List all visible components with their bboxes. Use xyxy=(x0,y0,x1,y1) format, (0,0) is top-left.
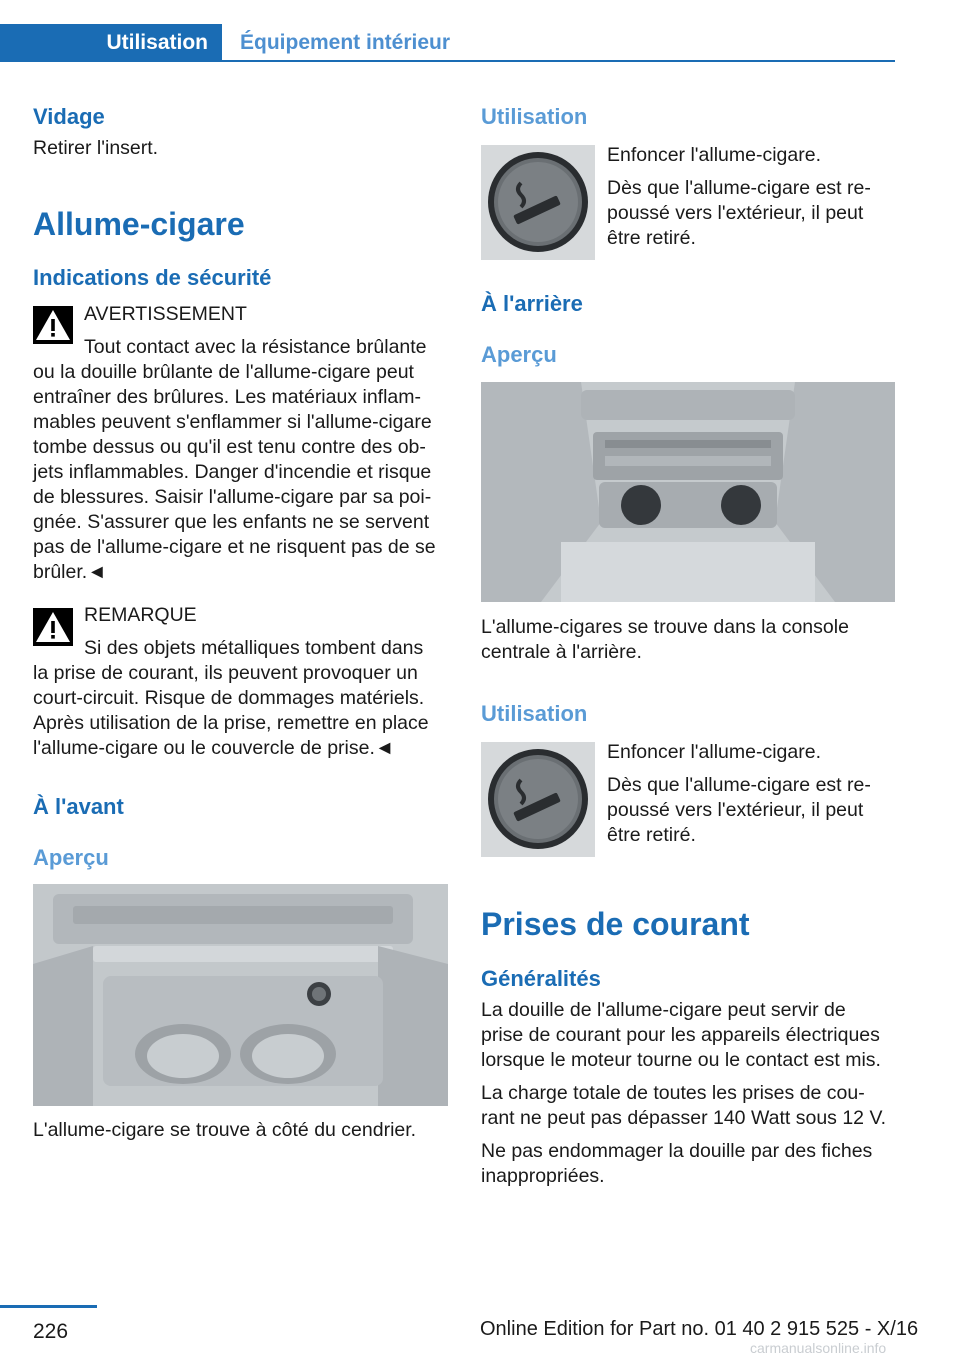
rear-overview-title: Aperçu xyxy=(481,342,557,367)
safety-title: Indications de sécurité xyxy=(33,265,272,290)
rear-caption-line: centrale à l'arrière. xyxy=(481,641,642,663)
warning2-line: l'allume-cigare ou le couvercle de prise.◄ xyxy=(33,737,395,759)
use1-line: poussé vers l'extérieur, il peut xyxy=(607,202,864,224)
warning1-line: gnée. S'assurer que les enfants ne se servent xyxy=(33,511,430,533)
use2-line: Enfoncer l'allume-cigare. xyxy=(607,741,821,763)
warning1-line: Tout contact avec la résistance brûlante xyxy=(84,336,427,358)
cigarette-lighter-icon xyxy=(481,145,595,260)
use2-line: être retiré. xyxy=(607,824,696,846)
warning2-text xyxy=(33,636,453,761)
warning2-line: la prise de courant, ils peuvent provoquer un xyxy=(33,662,418,684)
general-p3-line: inappropriées. xyxy=(481,1165,605,1187)
warning1-line: tombe dessus ou qu'il est tenu contre des ob- xyxy=(33,436,426,458)
use2-line: poussé vers l'extérieur, il peut xyxy=(607,799,864,821)
use1-line: Enfoncer l'allume-cigare. xyxy=(607,144,821,166)
warning1-line: entraîner des brûlures. Les matériaux inflam- xyxy=(33,386,422,408)
warning1-line: pas de l'allume-cigare et ne risquent pas de se xyxy=(33,536,436,558)
watermark: carmanualsonline.info xyxy=(750,1340,887,1356)
vidage-title: Vidage xyxy=(33,104,105,129)
rear-console-photo xyxy=(481,382,895,602)
allume-cigare-title: Allume-cigare xyxy=(33,206,245,242)
rear-title: À l'arrière xyxy=(481,291,583,316)
general-p2-line: La charge totale de toutes les prises de cou- xyxy=(481,1082,865,1104)
warning2-line: court-circuit. Risque de dommages matériels. xyxy=(33,687,425,709)
use2-title: Utilisation xyxy=(481,701,588,726)
use1-line: Dès que l'allume-cigare est re- xyxy=(607,177,871,199)
general-p1-line: prise de courant pour les appareils électriques xyxy=(481,1024,880,1046)
front-overview-title: Aperçu xyxy=(33,845,109,870)
front-title: À l'avant xyxy=(33,794,124,819)
use1-title: Utilisation xyxy=(481,104,588,129)
warning1-label: AVERTISSEMENT xyxy=(84,303,247,325)
warning1-text xyxy=(33,335,453,585)
header-tab-inactive: Équipement intérieur xyxy=(240,31,451,54)
general-text xyxy=(481,998,901,1189)
warning2-line: Après utilisation de la prise, remettre en place xyxy=(33,712,429,734)
warning1-line: brûler.◄ xyxy=(33,561,107,583)
general-p1-line: La douille de l'allume-cigare peut servir de xyxy=(481,999,846,1021)
warning2-label: REMARQUE xyxy=(84,604,197,626)
general-p2-line: rant ne peut pas dépasser 140 Watt sous 12 V. xyxy=(481,1107,887,1129)
sockets-title: Prises de courant xyxy=(481,906,750,942)
use1-line: être retiré. xyxy=(607,227,696,249)
edition-text: Online Edition for Part no. 01 40 2 915 525 - X/16 xyxy=(480,1318,919,1340)
general-p1-line: lorsque le moteur tourne ou le contact est mis. xyxy=(481,1049,881,1071)
warning1-line: ou la douille brûlante de l'allume-cigare peut xyxy=(33,361,414,383)
header-rule xyxy=(0,60,895,62)
warning2-line: Si des objets métalliques tombent dans xyxy=(84,637,424,659)
warning1-line: de blessures. Saisir l'allume-cigare par sa poi- xyxy=(33,486,432,508)
rear-caption-line: L'allume-cigares se trouve dans la console xyxy=(481,616,849,638)
front-console-photo xyxy=(33,884,448,1106)
use1-text xyxy=(607,143,897,251)
general-p3-line: Ne pas endommager la douille par des fiches xyxy=(481,1140,873,1162)
use2-line: Dès que l'allume-cigare est re- xyxy=(607,774,871,796)
header-tab-active xyxy=(0,24,222,62)
warning1-line: mables peuvent s'enflammer si l'allume-cigare xyxy=(33,411,432,433)
use2-text xyxy=(607,740,897,848)
header-tab-active-label: Utilisation xyxy=(106,31,208,54)
general-title: Généralités xyxy=(481,966,601,991)
rear-caption xyxy=(481,615,901,665)
warning1-line: jets inflammables. Danger d'incendie et risque xyxy=(33,461,432,483)
vidage-text: Retirer l'insert. xyxy=(33,137,159,159)
front-caption: L'allume-cigare se trouve à côté du cendrier. xyxy=(33,1119,417,1141)
footer-rule xyxy=(0,1305,97,1308)
cigarette-lighter-icon xyxy=(481,742,595,857)
page-number: 226 xyxy=(33,1320,69,1343)
